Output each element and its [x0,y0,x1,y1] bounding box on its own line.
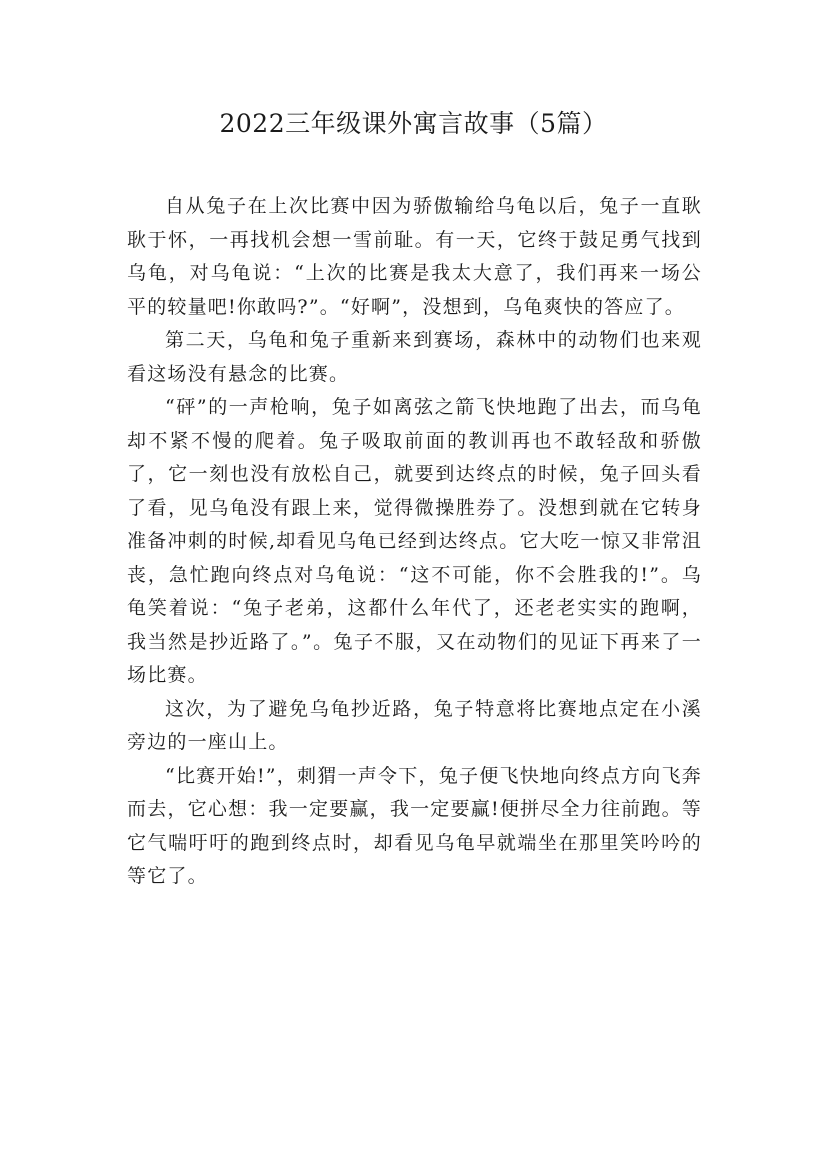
paragraph: 这次，为了避免乌龟抄近路，兔子特意将比赛地点定在小溪旁边的一座山上。 [127,697,702,753]
paragraph: 自从兔子在上次比赛中因为骄傲输给乌龟以后，兔子一直耿耿于怀，一再找机会想一雪前耻。有一天，它终于鼓足勇气找到乌龟，对乌龟说：“上次的比赛是我太大意了，我们再来一场公平的较量吧!你敢吗?”。“好啊”，没想到，乌龟爽快的答应了。 [127,195,702,318]
document-title: 2022三年级课外寓言故事（5篇） [219,109,608,138]
paragraph: “砰”的一声枪响，兔子如离弦之箭飞快地跑了出去，而乌龟却不紧不慢的爬着。兔子吸取前面的教训再也不敢轻敌和骄傲了，它一刻也没有放松自己，就要到达终点的时候，兔子回头看了看，见乌龟没有跟上来，觉得微操胜券了。没想到就在它转身准备冲刺的时候,却看见乌龟已经到达终点。它大吃一惊又非常沮丧，急忙跑向终点对乌龟说：“这不可能，你不会胜我的!”。乌龟笑着说：“兔子老弟，这都什么年代了，还老老实实的跑啊，我当然是抄近路了。”。兔子不服，又在动物们的见证下再来了一场比赛。 [127,396,702,686]
paragraph: “比赛开始!”，刺猬一声令下，兔子便飞快地向终点方向飞奔而去，它心想：我一定要赢，我一定要赢!便拼尽全力往前跑。等它气喘吁吁的跑到终点时，却看见乌龟早就端坐在那里笑吟吟的等它了。 [127,764,702,887]
document-body [127,190,702,894]
paragraph: 第二天，乌龟和兔子重新来到赛场，森林中的动物们也来观看这场没有悬念的比赛。 [127,329,702,385]
